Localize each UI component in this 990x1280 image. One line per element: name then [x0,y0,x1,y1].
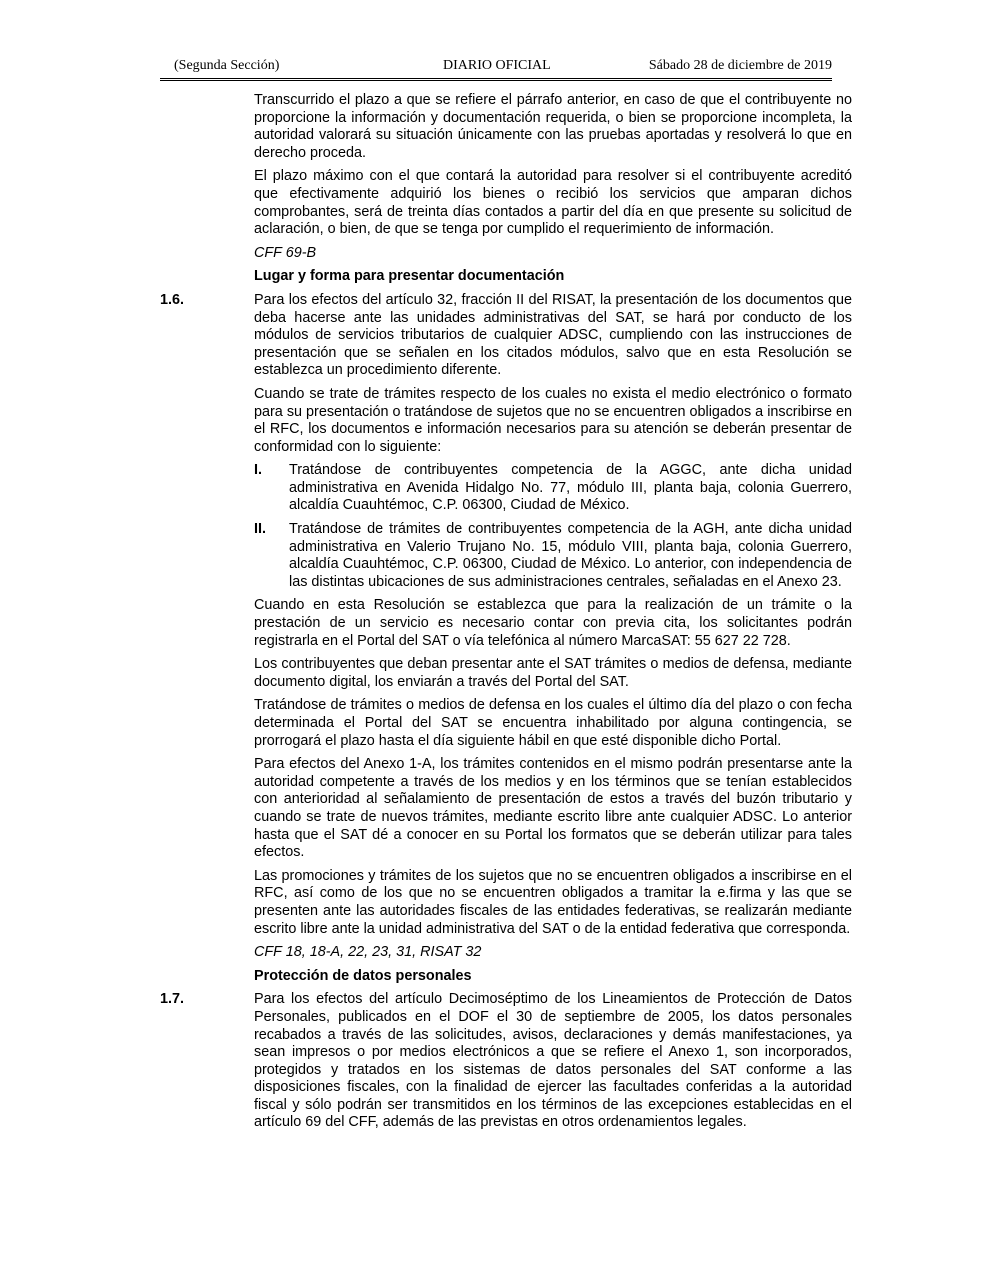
rule-number: 1.6. [160,291,185,308]
paragraph: Para efectos del Anexo 1-A, los trámites contenidos en el mismo podrán presentarse ante la autoridad competente a través de los medios y en los términos que se tenían establecidos con anterioridad al señalamiento de presentación de estos a través del buzón tributario y cuando se trate de nuevos trámites, mediante escrito libre ante cualquier ADSC. Lo anterior hasta que el SAT dé a conocer en su Portal los formatos que se deberán utilizar para tales efectos. [254,756,852,861]
section-heading: Lugar y forma para presentar documentación [254,268,565,285]
paragraph: Cuando se trate de trámites respecto de los cuales no exista el medio electrónico o formato para su presentación o tratándose de sujetos que no se encuentren obligados a inscribirse en el RFC, los documentos e información necesarios para su atención se deberán presentar de conformidad con lo siguiente: [254,385,852,455]
paragraph: Tratándose de trámites o medios de defensa en los cuales el último día del plazo o con fecha determinada el Portal del SAT se encuentra inhabilitado por alguna contingencia, se prorrogará el plazo hasta el día siguiente hábil en que esté disponible dicho Portal. [254,697,852,749]
rule-text: Para los efectos del artículo Decimoséptimo de los Lineamientos de Protección de Datos Personales, publicados en el DOF el 30 de septiembre de 2005, los datos personales recabados a través de las solicitudes, avisos, declaraciones y demás manifestaciones, ya sean impresos o por medios electrónicos a que se refiere el Anexo 1, son incorporados, protegidos y tratados en los sistemas de datos personales del SAT conforme a las disposiciones fiscales, con la finalidad de ejercer las facultades conferidas a la autoridad fiscal y sólo podrán ser transmitidos en los términos de las excepciones establecidas en el artículo 69 del CFF, además de las previstas en otros ordenamientos legales. [254,991,852,1131]
header-publication: DIARIO OFICIAL [443,58,551,73]
list-item [254,462,852,515]
page-header [160,58,832,81]
paragraph: Los contribuyentes que deban presentar ante el SAT trámites o medios de defensa, mediante documento digital, los enviarán a través del Portal del SAT. [254,656,852,690]
rule-1-7 [160,991,852,1132]
legal-reference: CFF 18, 18-A, 22, 23, 31, RISAT 32 [254,944,482,961]
document-body [160,92,852,1138]
paragraph: Cuando en esta Resolución se establezca que para la realización de un trámite o la prestación de un servicio es necesario contar con previa cita, los solicitantes podrán registrarla en el Portal del SAT o vía telefónica al número MarcaSAT: 55 627 22 728. [254,597,852,649]
legal-reference: CFF 69-B [254,244,317,261]
paragraph: Transcurrido el plazo a que se refiere el párrafo anterior, en caso de que el contribuyente no proporcione la información y documentación requerida, o bien se proporcione incompleta, la autoridad valorará su situación únicamente con las pruebas aportadas y resolverá lo que en derecho proceda. [254,92,852,161]
list-item [254,521,852,591]
header-section: (Segunda Sección) [174,58,280,73]
rule-text: Para los efectos del artículo 32, fracción II del RISAT, la presentación de los documentos que deba hacerse ante las unidades administrativas del SAT, se hará por conducto de los módulos de servicios tributarios de cualquier ADSC, cumpliendo con las instrucciones de presentación que se señalen en los citados módulos, salvo que en esta Resolución se establezca un procedimiento diferente. [254,291,852,379]
list-item-number: I. [254,462,262,479]
rule-number: 1.7. [160,991,185,1008]
header-date: Sábado 28 de diciembre de 2019 [648,58,832,73]
list-item-text: Tratándose de trámites de contribuyentes competencia de la AGH, ante dicha unidad administrativa en Valerio Trujano No. 15, módulo VIII, planta baja, colonia Guerrero, alcaldía Cuauhtémoc, C.P. 06300, Ciudad de México. Lo anterior, con independencia de las distintas ubicaciones de sus administraciones centrales, señaladas en el Anexo 23. [289,521,852,590]
rule-1-6 [160,292,852,380]
paragraph: Las promociones y trámites de los sujetos que no se encuentren obligados a inscribirse en el RFC, así como de los que no se encuentren obligados a tramitar la e.firma y las que se presenten ante las autoridades fiscales de las entidades federativas, se realizarán mediante escrito libre ante la unidad administrativa del SAT o de la entidad federativa que corresponda. [254,867,852,937]
list-item-text: Tratándose de contribuyentes competencia de la AGGC, ante dicha unidad administrativa en Avenida Hidalgo No. 77, módulo III, planta baja, colonia Guerrero, alcaldía Cuauhtémoc, C.P. 06300, Ciudad de México. [289,462,852,514]
section-heading: Protección de datos personales [254,967,472,984]
list-item-number: II. [254,521,266,538]
paragraph: El plazo máximo con el que contará la autoridad para resolver si el contribuyente acreditó que efectivamente adquirió los bienes o recibió los servicios que amparan dichos comprobantes, será de treinta días contados a partir del día en que presente su solicitud de aclaración, o bien, de que se tenga por cumplido el requerimiento de información. [254,168,852,238]
